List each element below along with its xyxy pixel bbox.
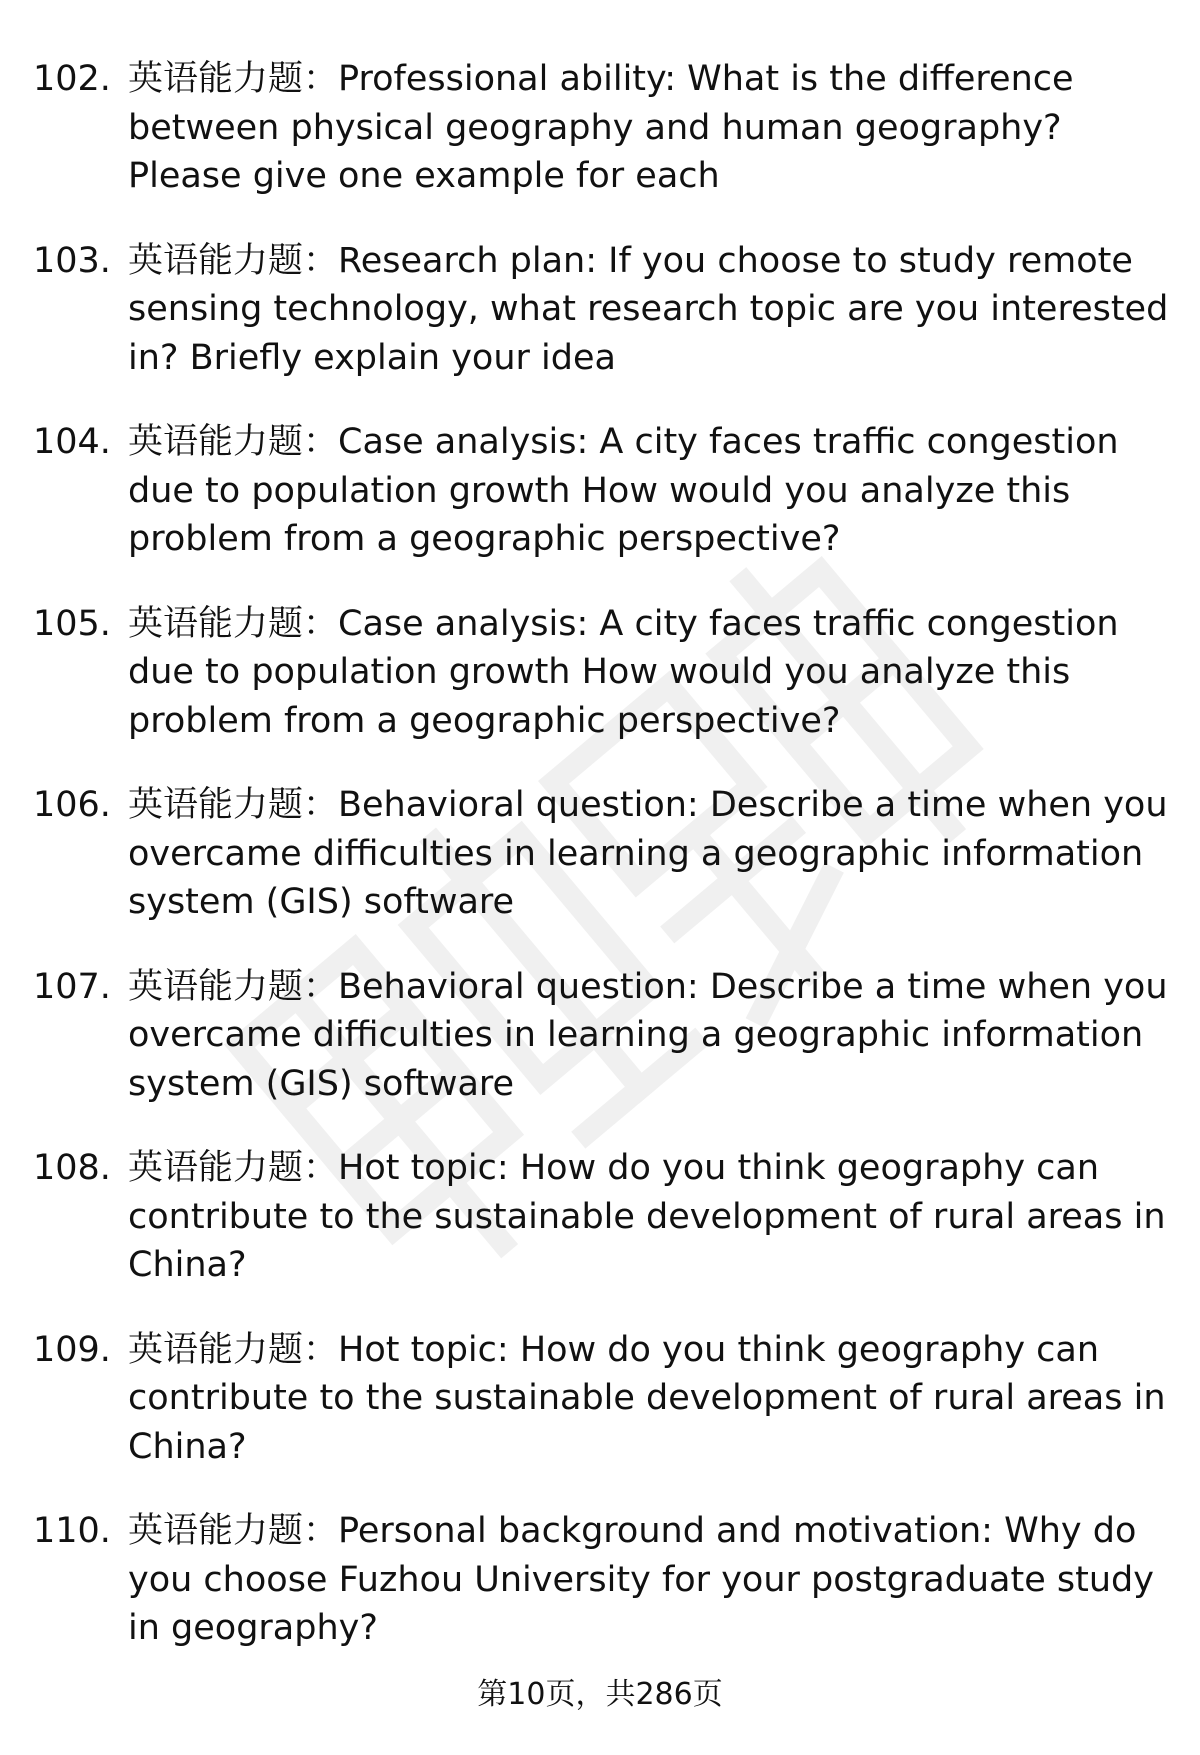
question-line: China?	[128, 1426, 247, 1467]
question-line: 英语能力题：Hot topic: How do you think geography can	[128, 1148, 1100, 1188]
question-number: 108.	[33, 1148, 111, 1188]
question-text	[128, 963, 1168, 1109]
question-item	[0, 963, 1200, 1145]
question-number: 105.	[33, 603, 111, 644]
question-line: Please give one example for each	[128, 156, 720, 196]
question-item	[0, 1326, 1200, 1508]
question-line: 英语能力题：Case analysis: A city faces traffic congestion	[128, 603, 1119, 644]
question-number: 104.	[33, 422, 111, 462]
question-item	[0, 1507, 1200, 1689]
question-number: 103.	[33, 240, 111, 281]
question-line: contribute to the sustainable development of rural areas in	[128, 1378, 1166, 1418]
question-line: in geography?	[128, 1608, 378, 1648]
question-line: contribute to the sustainable development of rural areas in	[128, 1196, 1166, 1237]
question-line: overcame difficulties in learning a geographic information	[128, 1015, 1144, 1055]
question-item	[0, 600, 1200, 782]
question-line: 英语能力题：Research plan: If you choose to study remote	[128, 240, 1133, 281]
question-line: sensing technology, what research topic are you interested	[128, 289, 1169, 329]
question-text	[128, 781, 1168, 927]
page-number: 第10页，共286页	[477, 1677, 723, 1712]
question-number: 109.	[33, 1329, 111, 1370]
question-line: 英语能力题：Hot topic: How do you think geography can	[128, 1329, 1100, 1370]
question-text	[128, 55, 1168, 201]
question-line: 英语能力题：Behavioral question: Describe a time when you	[128, 966, 1168, 1007]
question-line: overcame difficulties in learning a geographic information	[128, 833, 1144, 874]
question-line: system (GIS) software	[128, 1063, 515, 1104]
question-text	[128, 1507, 1168, 1653]
question-text	[128, 418, 1168, 564]
question-item	[0, 237, 1200, 419]
question-line: 英语能力题：Professional ability: What is the difference	[128, 59, 1074, 99]
question-line: 英语能力题：Behavioral question: Describe a time when you	[128, 785, 1168, 825]
question-number: 110.	[33, 1511, 111, 1551]
question-line: due to population growth How would you analyze this	[128, 652, 1071, 692]
question-line: problem from a geographic perspective?	[128, 519, 841, 559]
question-text	[128, 1144, 1168, 1290]
question-number: 102.	[33, 59, 111, 99]
question-line: in? Briefly explain your idea	[128, 337, 616, 378]
question-item	[0, 418, 1200, 600]
question-line: problem from a geographic perspective?	[128, 700, 841, 741]
question-number: 107.	[33, 966, 111, 1007]
question-line: 英语能力题：Personal background and motivation: Why do	[128, 1511, 1137, 1551]
question-item	[0, 1144, 1200, 1326]
question-text	[128, 1326, 1168, 1472]
question-line: due to population growth How would you analyze this	[128, 470, 1071, 511]
question-text	[128, 600, 1168, 746]
question-item	[0, 781, 1200, 963]
question-line: China?	[128, 1245, 247, 1285]
question-line: you choose Fuzhou University for your postgraduate study	[128, 1559, 1154, 1600]
question-line: between physical geography and human geography?	[128, 107, 1062, 148]
question-text	[128, 237, 1168, 383]
question-line: system (GIS) software	[128, 882, 515, 922]
question-number: 106.	[33, 785, 111, 825]
question-item	[0, 55, 1200, 237]
question-list	[0, 55, 1200, 1689]
question-line: 英语能力题：Case analysis: A city faces traffic congestion	[128, 422, 1119, 462]
